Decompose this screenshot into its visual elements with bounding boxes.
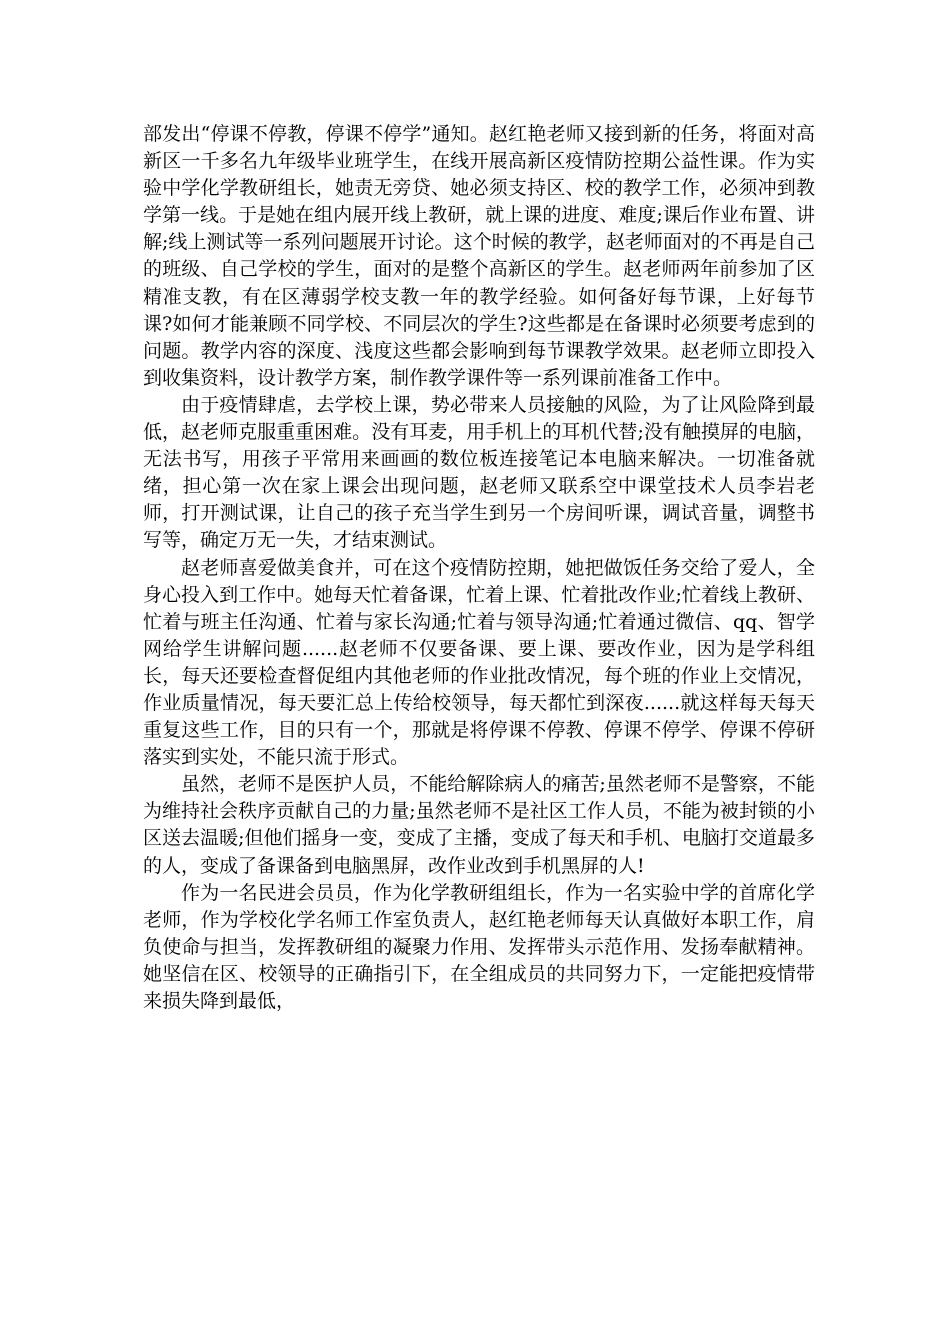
document-body bbox=[143, 121, 815, 1015]
paragraph-1: 部发出“停课不停教，停课不停学”通知。赵红艳老师又接到新的任务，将面对高新区一千多名九年级毕业班学生，在线开展高新区疫情防控期公益性课。作为实验中学化学教研组长，她责无旁贷、她必须支持区、校的教学工作，必须冲到教学第一线。于是她在组内展开线上教研，就上课的进度、难度;课后作业布置、讲解;线上测试等一系列问题展开讨论。这个时候的教学，赵老师面对的不再是自己的班级、自己学校的学生，面对的是整个高新区的学生。赵老师两年前参加了区精准支教，有在区薄弱学校支教一年的教学经验。如何备好每节课，上好每节课?如何才能兼顾不同学校、不同层次的学生?这些都是在备课时必须要考虑到的问题。教学内容的深度、浅度这些都会影响到每节课教学效果。赵老师立即投入到收集资料，设计教学方案，制作教学课件等一系列课前准备工作中。 bbox=[143, 123, 815, 389]
paragraph-3: 赵老师喜爱做美食并，可在这个疫情防控期，她把做饭任务交给了爱人，全身心投入到工作中。她每天忙着备课，忙着上课、忙着批改作业;忙着线上教研、忙着与班主任沟通、忙着与家长沟通;忙着与领导沟通;忙着通过微信、qq、智学网给学生讲解问题......赵老师不仅要备课、要上课、要改作业，因为是学科组长，每天还要检查督促组内其他老师的作业批改情况，每个班的作业上交情况，作业质量情况，每天要汇总上传给校领导，每天都忙到深夜......就这样每天每天重复这些工作，目的只有一个，那就是将停课不停教、停课不停学、停课不停研落实到实处，不能只流于形式。 bbox=[143, 556, 815, 769]
paragraph-4: 虽然，老师不是医护人员，不能给解除病人的痛苦;虽然老师不是警察，不能为维持社会秩序贡献自己的力量;虽然老师不是社区工作人员，不能为被封锁的小区送去温暖;但他们摇身一变，变成了主播，变成了每天和手机、电脑打交道最多的人，变成了备课备到电脑黑屏，改作业改到手机黑屏的人! bbox=[143, 773, 815, 877]
paragraph-5: 作为一名民进会员员，作为化学教研组组长，作为一名实验中学的首席化学老师，作为学校化学名师工作室负责人，赵红艳老师每天认真做好本职工作，肩负使命与担当，发挥教研组的凝聚力作用、发挥带头示范作用、发扬奉献精神。她坚信在区、校领导的正确指引下，在全组成员的共同努力下，一定能把疫情带来损失降到最低， bbox=[143, 881, 815, 1012]
paragraph-2: 由于疫情肆虐，去学校上课，势必带来人员接触的风险，为了让风险降到最低，赵老师克服重重困难。没有耳麦，用手机上的耳机代替;没有触摸屏的电脑，无法书写，用孩子平常用来画画的数位板连接笔记本电脑来解决。一切准备就绪，担心第一次在家上课会出现问题，赵老师又联系空中课堂技术人员李岩老师，打开测试课，让自己的孩子充当学生到另一个房间听课，调试音量，调整书写等，确定万无一失，才结束测试。 bbox=[143, 393, 815, 552]
